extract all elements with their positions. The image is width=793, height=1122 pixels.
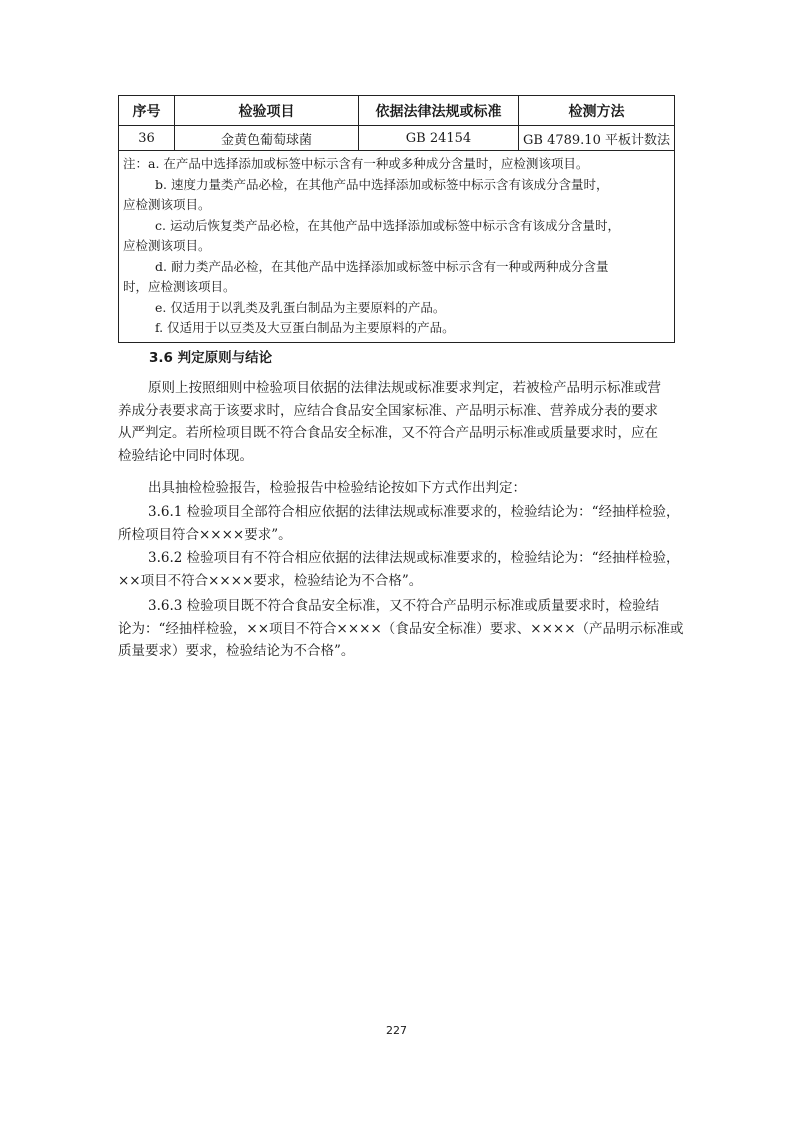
paragraph-line: 从严判定。若所检项目既不符合食品安全标准，又不符合产品明示标准或质量要求时，应在 xyxy=(118,425,658,441)
paragraph-line: ××项目不符合××××要求，检验结论为不合格”。 xyxy=(118,572,423,589)
paragraph-line: 3.6.3 检验项目既不符合食品安全标准，又不符合产品明示标准或质量要求时，检验结 xyxy=(148,598,660,614)
note-b: b. 速度力量类产品必检，在其他产品中选择添加或标签中标示含有该成分含量时， xyxy=(155,176,609,192)
paragraph-3-6-3 xyxy=(118,595,684,663)
notes-row xyxy=(119,151,675,343)
note-a: 注：a. 在产品中选择添加或标签中标示含有一种或多种成分含量时，应检测该项目。 xyxy=(123,156,589,171)
header-item: 检验项目 xyxy=(175,96,359,126)
page-number: 227 xyxy=(386,1024,407,1037)
cell-method: GB 4789.10 平板计数法 xyxy=(519,126,675,151)
table-notes xyxy=(119,151,675,343)
note-c: c. 运动后恢复类产品必检，在其他产品中选择添加或标签中标示含有该成分含量时， xyxy=(155,217,620,233)
paragraph-line: 3.6.1 检验项目全部符合相应依据的法律法规或标准要求的，检验结论为：“经抽样检验， xyxy=(148,504,680,520)
cell-no: 36 xyxy=(119,126,175,151)
inspection-table xyxy=(118,95,675,343)
note-c-cont: 应检测该项目。 xyxy=(123,238,211,253)
section-title: 3.6 判定原则与结论 xyxy=(149,350,273,366)
note-f: f. 仅适用于以豆类及大豆蛋白制品为主要原料的产品。 xyxy=(155,320,455,335)
paragraph-line: 论为：“经抽样检验，××项目不符合××××（食品安全标准）要求、××××（产品明示标准或 xyxy=(118,620,684,637)
paragraph-3-6-1 xyxy=(118,501,680,546)
note-d: d. 耐力类产品必检，在其他产品中选择添加或标签中标示含有一种或两种成分含量 xyxy=(155,258,609,274)
header-standard: 依据法律法规或标准 xyxy=(359,96,519,126)
paragraph-line: 出具抽检检验报告，检验报告中检验结论按如下方式作出判定： xyxy=(148,480,526,496)
paragraph-line: 养成分表要求高于该要求时，应结合食品安全国家标准、产品明示标准、营养成分表的要求 xyxy=(118,402,658,419)
paragraph-line: 3.6.2 检验项目有不符合相应依据的法律法规或标准要求的，检验结论为：“经抽样检验， xyxy=(148,550,680,566)
paragraph-line: 检验结论中同时体现。 xyxy=(118,447,253,464)
paragraph-line: 所检项目符合××××要求”。 xyxy=(118,526,292,543)
table-row xyxy=(119,126,675,151)
table-header-row xyxy=(119,96,675,126)
paragraph-principle xyxy=(118,377,674,467)
cell-standard: GB 24154 xyxy=(359,126,519,151)
header-no: 序号 xyxy=(119,96,175,126)
paragraph-line: 质量要求）要求，检验结论为不合格”。 xyxy=(118,643,355,659)
cell-item: 金黄色葡萄球菌 xyxy=(175,126,359,151)
paragraph-3-6-2 xyxy=(118,547,680,592)
note-d-cont: 时，应检测该项目。 xyxy=(123,279,236,294)
paragraph-report xyxy=(118,477,674,500)
note-e: e. 仅适用于以乳类及乳蛋白制品为主要原料的产品。 xyxy=(155,299,446,315)
paragraph-line: 原则上按照细则中检验项目依据的法律法规或标准要求判定，若被检产品明示标准或营 xyxy=(148,380,661,396)
header-method: 检测方法 xyxy=(519,96,675,126)
note-b-cont: 应检测该项目。 xyxy=(123,197,211,212)
